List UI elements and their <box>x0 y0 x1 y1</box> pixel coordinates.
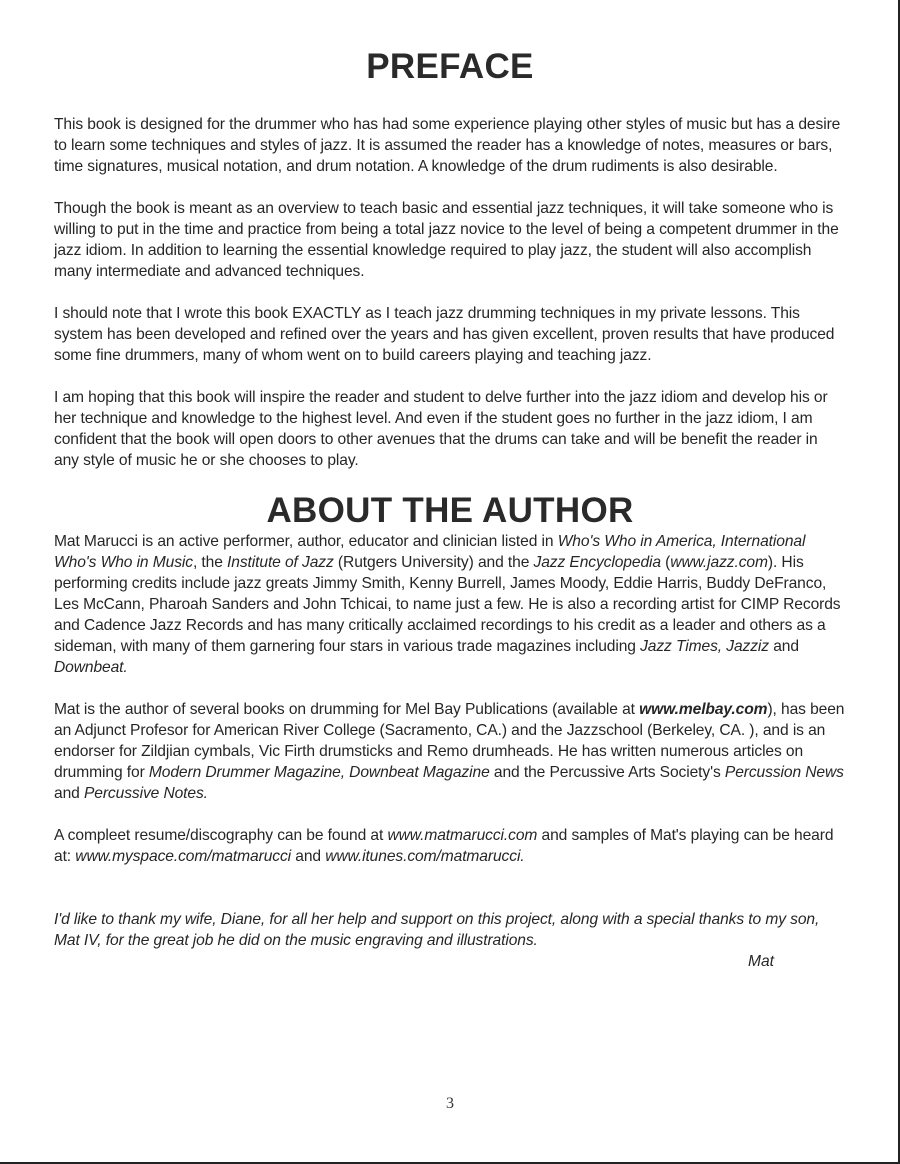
acknowledgement-text: I'd like to thank my wife, Diane, for all her help and support on this project, along with a special thanks to my son, Mat IV, for the great job he did on the music engraving and illustrations. <box>54 911 820 949</box>
preface-title: PREFACE <box>366 47 534 86</box>
bio2-text: and the Percussive Arts Society's <box>489 764 725 781</box>
itunes-link[interactable]: www.itunes.com/matmarucci. <box>325 848 525 865</box>
page-number: 3 <box>446 1095 454 1112</box>
myspace-link[interactable]: www.myspace.com/matmarucci <box>75 848 292 865</box>
bio3-text: and <box>291 848 326 865</box>
bio1-text: , the <box>192 554 228 571</box>
bio3-text: A compleet resume/discography can be found at <box>54 827 388 844</box>
matmarucci-link[interactable]: www.matmarucci.com <box>387 827 538 844</box>
bio1-text: (Rutgers University) and the <box>333 554 534 571</box>
preface-paragraph-2: Though the book is meant as an overview to teach basic and essential jazz techniques, it will take someone who is willing to put in the time and practice from being a total jazz novice to the level of being a competent drummer in the jazz idiom. In addition to learning the essential knowledge required to play jazz, the student will also accomplish many intermediate and advanced techniques. <box>54 200 839 280</box>
bio1-text: Mat Marucci is an active performer, author, educator and clinician listed in <box>54 533 558 550</box>
bio3-text: and samples of Mat's playing can be heard at: <box>54 827 834 865</box>
author-bio-paragraph-2 <box>54 699 846 804</box>
bio2-italic-percussive-notes: Percussive Notes. <box>83 785 208 802</box>
bio1-text: ). His performing credits include jazz greats Jimmy Smith, Kenny Burrell, James Moody, Eddie Harris, Buddy DeFranco, Les McCann, Pharoah Sanders and John Tchicai, to name just a few. He is also a recording artist for CIMP Records and Cadence Jazz Records and has many critically acclaimed recordings to his credit as a leader and others as a sideman, with many of them garnering four stars in various trade magazines including <box>54 554 841 655</box>
bio1-text: and <box>769 638 799 655</box>
author-bio-paragraph-1 <box>54 531 846 678</box>
about-author-title: ABOUT THE AUTHOR <box>266 491 634 530</box>
bio1-italic-jazz-url: www.jazz.com <box>670 554 768 571</box>
preface-paragraph-4: I am hoping that this book will inspire the reader and student to delve further into the jazz idiom and develop his or her technique and knowledge to the highest level. And even if the student goes no further in the jazz idiom, I am confident that the book will open doors to other avenues that the drums can take and will be benefit the reader in any style of music he or she chooses to play. <box>54 389 828 469</box>
bio1-italic-whos-who: Who's Who in America, International Who's Who in Music <box>54 533 806 571</box>
preface-paragraph-1: This book is designed for the drummer who has had some experience playing other styles of music but has a desire to learn some techniques and styles of jazz. It is assumed the reader has a knowledge of notes, measures or bars, time signatures, musical notation, and drum notation. A knowledge of the drum rudiments is also desirable. <box>54 116 841 175</box>
bio1-italic-magazines: Jazz Times, Jazziz <box>640 638 769 655</box>
bio1-italic-encyclopedia: Jazz Encyclopedia <box>533 554 661 571</box>
melbay-link[interactable]: www.melbay.com <box>639 701 768 718</box>
bio2-text: ), has been an Adjunct Profesor for American River College (Sacramento, CA.) and the Jazzschool (Berkeley, CA. ), and is an endorser for Zildjian cymbals, Vic Firth drumsticks and Remo drumheads. He has written numerous articles on drumming for <box>54 701 845 781</box>
bio1-italic-institute: Institute of Jazz <box>227 554 334 571</box>
bio1-text: ( <box>660 554 671 571</box>
preface-paragraph-3: I should note that I wrote this book EXACTLY as I teach jazz drumming techniques in my private lessons. This system has been developed and refined over the years and has given excellent, proven results that have produced some fine drummers, many of whom went on to build careers playing and teaching jazz. <box>54 305 835 364</box>
page-content <box>54 44 846 972</box>
signature: Mat <box>748 953 774 970</box>
bio2-text: Mat is the author of several books on drumming for Mel Bay Publications (available at <box>54 701 640 718</box>
author-bio-paragraph-3 <box>54 825 846 867</box>
bio1-italic-downbeat: Downbeat. <box>54 659 128 676</box>
bio2-italic-magazines: Modern Drummer Magazine, Downbeat Magazine <box>148 764 490 781</box>
bio2-italic-percussion-news: Percussion News <box>724 764 844 781</box>
bio2-text: and <box>54 785 84 802</box>
